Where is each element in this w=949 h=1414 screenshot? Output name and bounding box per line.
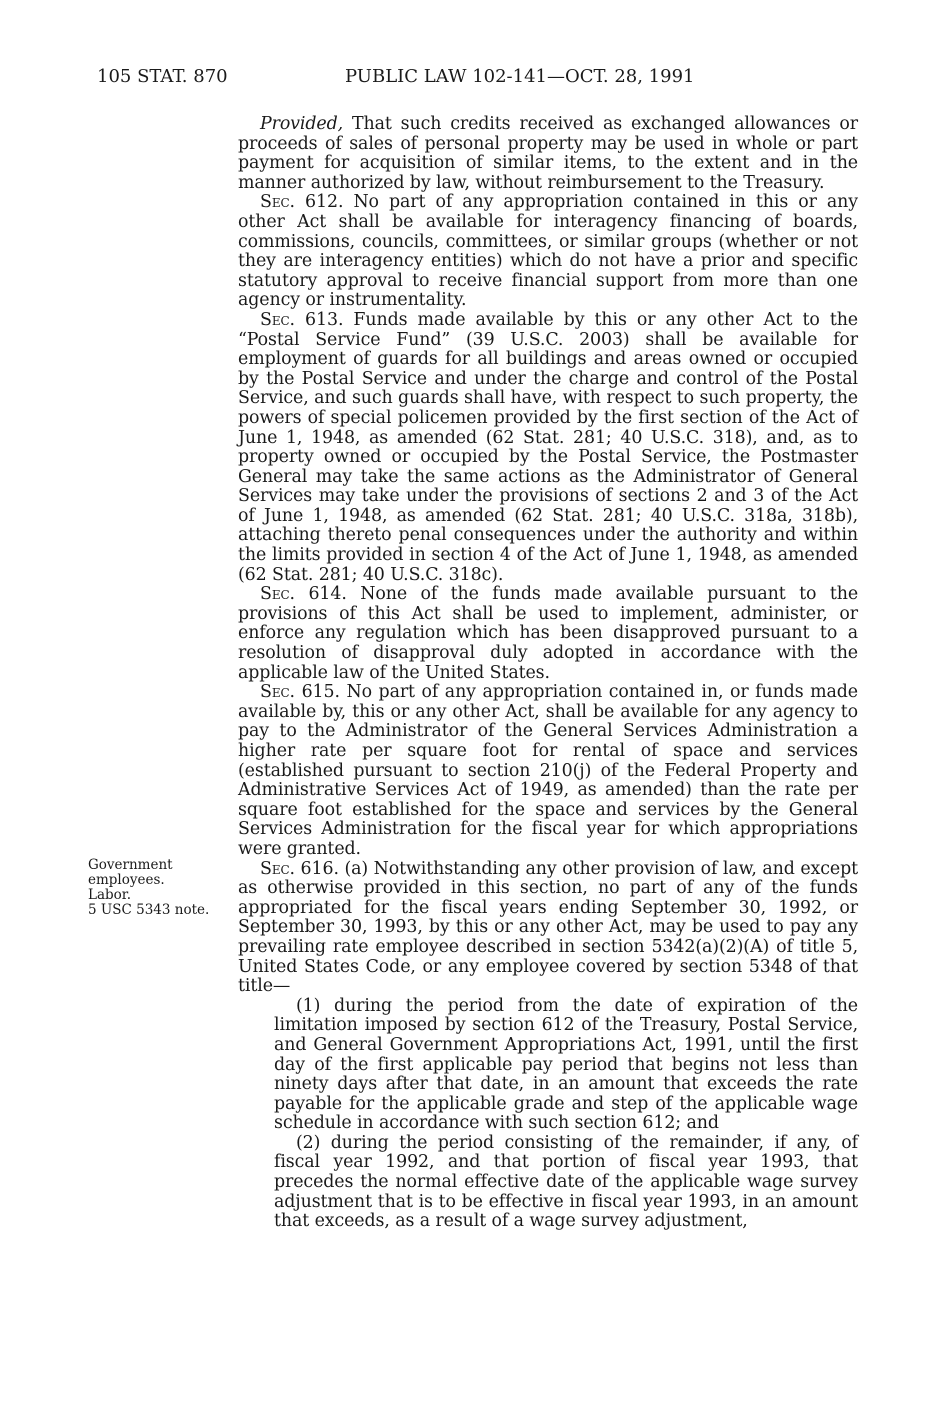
paragraph-text: No part of any appropriation contained in, or funds made available by, this or any other Act, shall be available for any agency to pay to the Administrator of the General Services Administration a higher rate per square foot for rental of space and services (established pursuant to section 210(j) of the Federal Property and Administrative Services Act of 1949, as amended) than the rate per square foot established for the space and services by the General Services Administration for the fiscal year for which appropriations were granted. [238, 682, 858, 859]
paragraph-sec-613 [238, 311, 858, 585]
paragraph-sec-612 [238, 193, 858, 311]
section-number: Sec. 612. [260, 192, 344, 213]
paragraph-sec-614 [238, 585, 858, 683]
page-reference: 105 STAT. 870 [97, 66, 228, 87]
list-item: (2) during the period consisting of the remainder, if any, of fiscal year 1992, and that portion of fiscal year 1993, that precedes the normal effective date of the applicable wage survey adjustment that is to be effective in fiscal year 1993, in an amount that exceeds, as a result of a wage survey adjustment, [274, 1132, 858, 1232]
page-title: PUBLIC LAW 102-141—OCT. 28, 1991 [345, 66, 695, 87]
paragraph-proviso [238, 115, 858, 193]
body-text [238, 115, 858, 1232]
margin-note-line: Government [88, 857, 173, 873]
paragraph-sec-615 [238, 683, 858, 859]
paragraph-text: None of the funds made available pursuant to the provisions of this Act shall be used to implement, administer, or enforce any regulation which has been disapproved pursuant to a resolution of disapproval duly adopted in accordance with the applicable law of the United States. [238, 584, 859, 683]
list-item: (1) during the period from the date of expiration of the limitation imposed by section 612 of the Treasury, Postal Service, and General Government Appropriations Act, 1991, until the first day of the first applicable pay period that begins not less than ninety days after that date, in an amount that exceeds the rate payable for the applicable grade and step of the applicable wage schedule in accordance with such section 612; and [274, 995, 858, 1134]
proviso-lead: Provided, [260, 114, 344, 134]
paragraph-text: That such credits received as exchanged allowances or proceeds of sales of personal property may be used in whole or part payment for acquisition of similar items, to the extent and in the manner authorized by law, without reimbursement to the Treasury. [238, 114, 858, 193]
margin-note-line: Labor. [88, 887, 132, 903]
margin-note-line: 5 USC 5343 note. [88, 902, 210, 918]
paragraph-text: Funds made available by this or any other Act to the “Postal Service Fund” (39 U.S.C. 2003) shall be available for employment of guards for all buildings and areas owned or occupied by the Postal Service and under the charge and control of the Postal Service, and such guards shall have, with respect to such property, the powers of special policemen provided by the first section of the Act of June 1, 1948, as amended (62 Stat. 281; 40 U.S.C. 318), and, as to property owned or occupied by the Postal Service, the Postmaster General may take the same actions as the Administrator of General Services may take under the provisions of sections 2 and 3 of the Act of June 1, 1948, as amended (62 Stat. 281; 40 U.S.C. 318a, 318b), attaching thereto penal consequences under the authority and within the limits provided in section 4 of the Act of June 1, 1948, as amended (62 Stat. 281; 40 U.S.C. 318c). [238, 309, 859, 585]
margin-note [88, 858, 228, 918]
paragraph-text: No part of any appropriation contained in this or any other Act shall be available for interagency financing of boards, commissions, councils, committees, or similar groups (whether or not they are interagency entities) which do not have a prior and specific statutory approval to receive financial support from more than one agency or instrumentality. [238, 192, 859, 311]
section-number: Sec. 613. [260, 309, 344, 330]
margin-note-line: employees. [88, 872, 165, 888]
section-number: Sec. 615. [260, 682, 340, 703]
paragraph-text: (a) Notwithstanding any other provision of law, and except as otherwise provided in this section, no part of any of the funds appropriated for the fiscal years ending September 30, 1992, or September 30, 1993, by this or any other Act, may be used to pay any prevailing rate employee described in section 5342(a)(2)(A) of title 5, United States Code, or any employee covered by section 5348 of that title— [238, 858, 858, 997]
section-number: Sec. 614. [260, 584, 347, 605]
section-number: Sec. 616. [260, 858, 339, 879]
paragraph-sec-616 [238, 860, 858, 997]
page-header [97, 64, 747, 90]
